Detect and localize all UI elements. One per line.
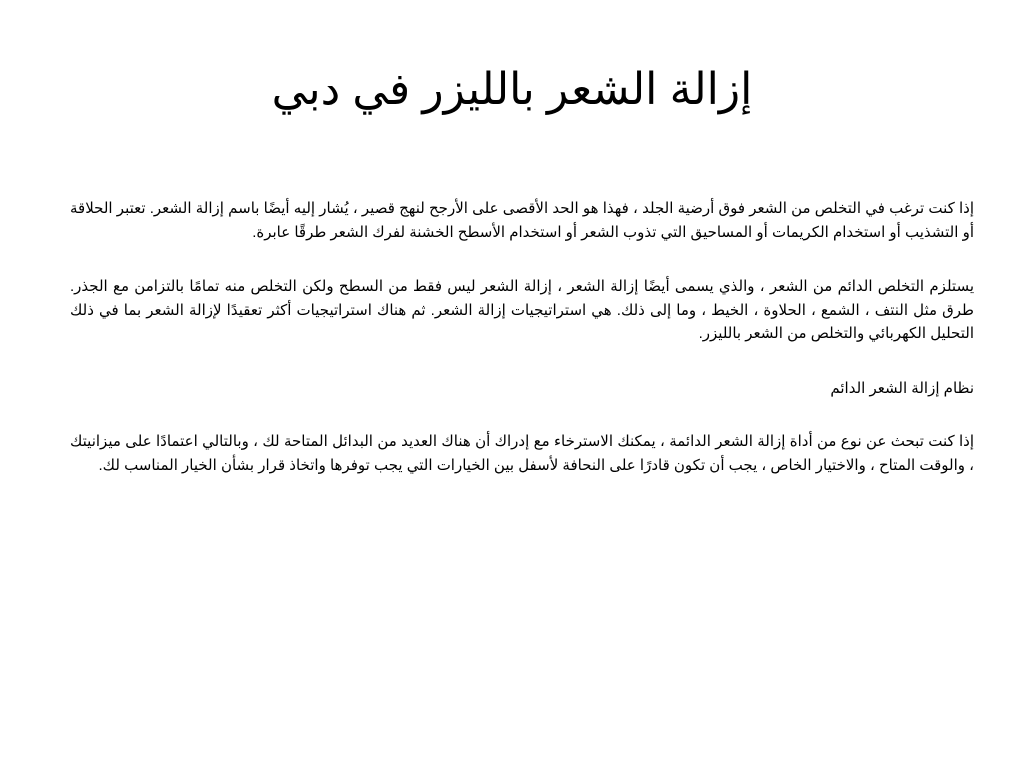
body-paragraph-intro: إذا كنت ترغب في التخلص من الشعر فوق أرضية الجلد ، فهذا هو الحد الأقصى على الأرجح لنهج قصير ، يُشار إليه أيضًا باسم إزالة الشعر. تعتبر الحلاقة أو التشذيب أو استخدام الكريمات أو المساحيق التي تذوب الشعر أو استخدام الأسطح الخشنة لفرك الشعر طرقًا عابرة. [70, 200, 974, 241]
body-paragraph-permanent-removal: يستلزم التخلص الدائم من الشعر ، والذي يسمى أيضًا إزالة الشعر ، إزالة الشعر ليس فقط من السطح ولكن التخلص منه تمامًا بالتزامن مع الجذر. طرق مثل النتف ، الشمع ، الحلاوة ، الخيط ، وما إلى ذلك. هي استراتيجيات إزالة الشعر. ثم هناك استراتيجيات أكثر تعقيدًا لإزالة الشعر بما في ذلك التحليل الكهربائي والتخلص من الشعر بالليزر. [70, 278, 974, 342]
section-heading: نظام إزالة الشعر الدائم [830, 379, 974, 397]
slide-body [70, 197, 974, 508]
slide-title: إزالة الشعر بالليزر في دبي [271, 65, 753, 114]
body-paragraph-options: إذا كنت تبحث عن نوع من أداة إزالة الشعر الدائمة ، يمكنك الاسترخاء مع إدراك أن هناك العديد من البدائل المتاحة لك ، وبالتالي اعتمادًا على ميزانيتك ، والوقت المتاح ، والاختيار الخاص ، يجب أن تكون قادرًا على النحافة لأسفل بين الخيارات التي يجب توفرها واتخاذ قرار بشأن الخيار المناسب لك. [70, 433, 974, 474]
